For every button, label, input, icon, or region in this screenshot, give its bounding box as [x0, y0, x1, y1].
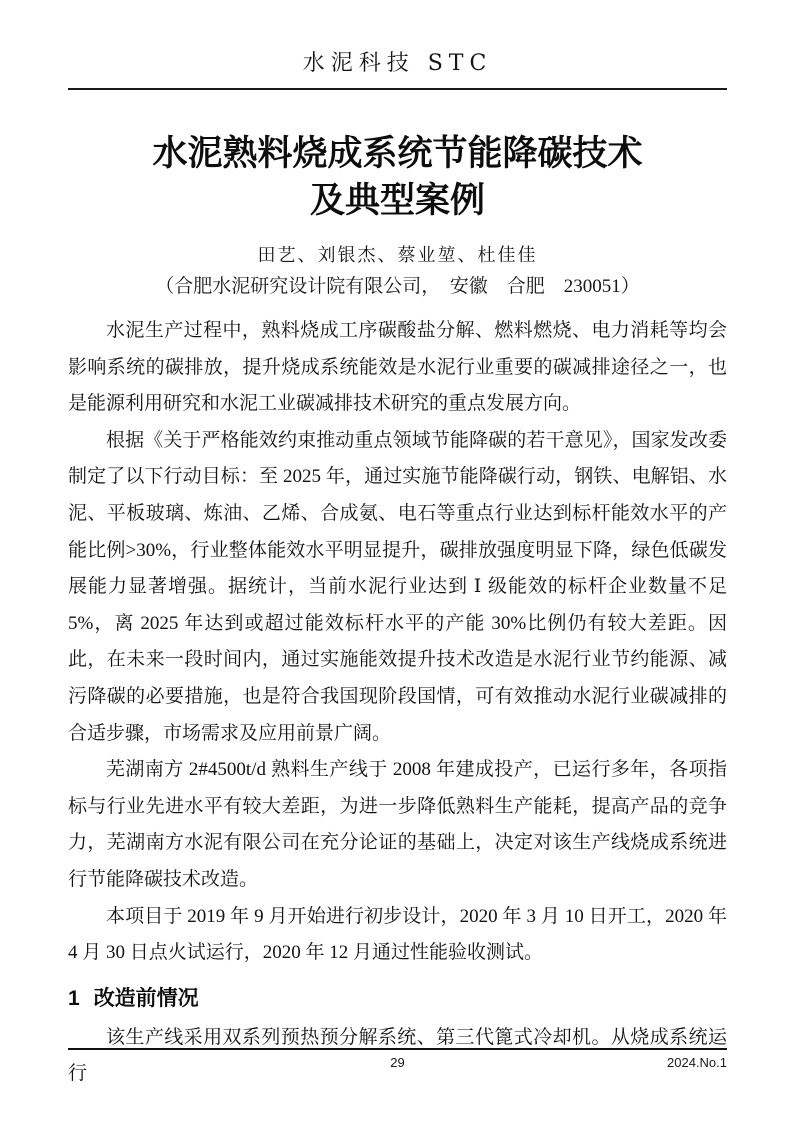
paragraph-project-schedule: 本项目于 2019 年 9 月开始进行初步设计，2020 年 3 月 10 日开工，2020 年 4 月 30 日点火试运行，2020 年 12 月通过性能验收测试。 — [68, 905, 727, 964]
article-title-line1: 水泥熟料烧成系统节能降碳技术 — [152, 134, 643, 173]
page-number: 29 — [390, 1055, 405, 1070]
page-footer — [68, 1048, 727, 1075]
paragraph-intro: 水泥生产过程中，熟料烧成工序碳酸盐分解、燃料燃烧、电力消耗等均会影响系统的碳排放，提升烧成系统能效是水泥行业重要的碳减排途径之一，也是能源利用研究和水泥工业碳减排技术研究的重点发展方向。 — [68, 320, 727, 415]
affiliation-line: （合肥水泥研究设计院有限公司， 安徽 合肥 230051） — [155, 276, 640, 297]
paragraph-policy: 根据《关于严格能效约束推动重点领域节能降碳的若干意见》，国家发改委制定了以下行动目标：至 2025 年，通过实施节能降碳行动，钢铁、电解铝、水泥、平板玻璃、炼油、乙烯、合成氨、电石等重点行业达到标杆能效水平的产能比例>30%，行业整体能效水平明显提升，碳排放强度明显下降，绿色低碳发展能力显著增强。据统计，当前水泥行业达到 Ⅰ 级能效的标杆企业数量不足 5%，离 2025 年达到或超过能效标杆水平的产能 30%比例仍有较大差距。因此，在未来一段时间内，通过实施能效提升技术改造是水泥行业节约能源、减污降碳的必要措施，也是符合我国现阶段国情，可有效推动水泥行业碳减排的合适步骤，市场需求及应用前景广阔。 — [68, 429, 727, 744]
article-title — [68, 130, 727, 224]
article-body — [68, 313, 727, 1093]
section-1-heading — [68, 984, 727, 1014]
article-title-line2: 及典型案例 — [309, 181, 485, 220]
section-1-number: 1 — [68, 986, 80, 1010]
paragraph-section1-first: 该生产线采用双系列预热预分解系统、第三代篦式冷却机。从烧成系统运行 — [68, 1026, 727, 1085]
section-1-title: 改造前情况 — [93, 986, 199, 1010]
footer-row — [68, 1055, 727, 1075]
issue-number: 2024.No.1 — [667, 1055, 727, 1070]
header-rule — [68, 88, 727, 90]
authors-line: 田艺、刘银杰、蔡业堃、杜佳佳 — [257, 245, 538, 265]
journal-title: 水泥科技 STC — [302, 51, 493, 76]
paragraph-plant-background: 芜湖南方 2#4500t/d 熟料生产线于 2008 年建成投产，已运行多年，各项指标与行业先进水平有较大差距，为进一步降低熟料生产能耗，提高产品的竞争力，芜湖南方水泥有限公司在充分论证的基础上，决定对该生产线烧成系统进行节能降碳技术改造。 — [68, 759, 727, 890]
journal-header — [68, 0, 727, 90]
